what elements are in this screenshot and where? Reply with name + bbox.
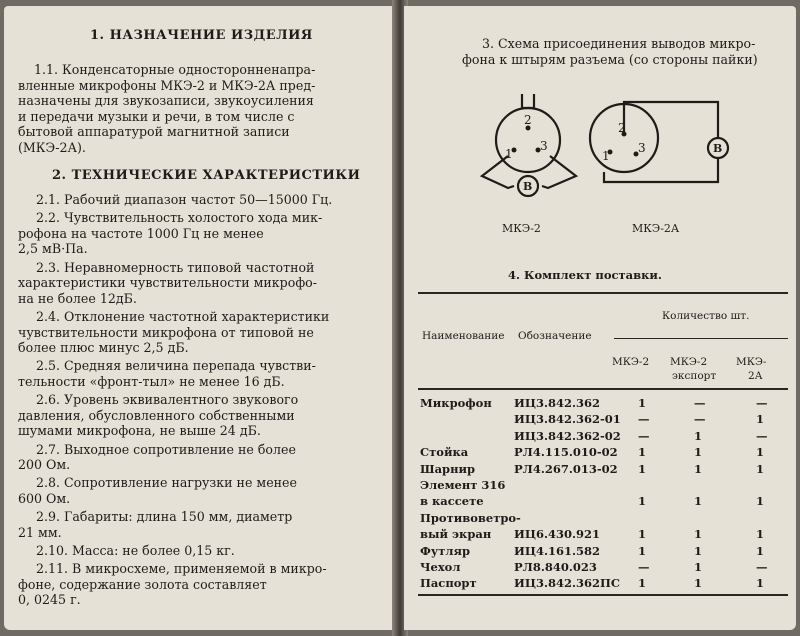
table-cell-q3: 1 (756, 527, 765, 542)
section2-line: 2.6. Уровень эквивалентного звукового (36, 392, 299, 408)
diagram2-label: МКЭ-2А (632, 222, 680, 235)
connector-key-mke2 (522, 94, 534, 108)
table-cell-q2: 1 (694, 494, 703, 509)
section2-line: 2.2. Чувствительность холостого хода мик- (36, 210, 323, 226)
section1-line: 1.1. Конденсаторные односторонненапра- (34, 62, 316, 77)
section2-line: шумами микрофона, не выше 24 дБ. (18, 423, 261, 439)
col-designation-header: Обозначение (518, 330, 592, 342)
table-cell-designation: ИЦ6.430.921 (514, 527, 600, 542)
table-cell-name: Шарнир (420, 461, 476, 476)
table-cell-name: Паспорт (420, 576, 477, 591)
table-cell-designation: РЛ4.267.013-02 (514, 461, 618, 476)
table-cell-q3: 1 (756, 494, 765, 509)
table-cell-name: Футляр (420, 543, 471, 558)
table-cell-q2: 1 (694, 527, 703, 542)
table-cell-designation: ИЦ3.842.362 (514, 396, 600, 410)
pin-1-mke2a: 1 (602, 149, 610, 163)
table-cell-q1: 1 (638, 445, 647, 460)
pin-3-mke2a: 3 (638, 141, 646, 155)
connection-diagrams (404, 72, 796, 252)
section2-line: 2.4. Отклонение частотной характеристики (36, 309, 330, 324)
section3-line-2: фона к штырям разъема (со стороны пайки) (462, 52, 758, 67)
table-cell-q3: — (756, 396, 768, 410)
table-cell-q1: 1 (638, 396, 647, 410)
quantity-header-rule (614, 338, 788, 339)
section1-line: бытовой аппаратурой магнитной записи (18, 124, 290, 140)
section4-heading: 4. Комплект поставки. (508, 268, 662, 282)
table-cell-q1: — (638, 412, 650, 427)
section2-line: на не более 12дБ. (18, 290, 137, 306)
section2-line: 200 Ом. (18, 457, 71, 473)
table-cell-name: в кассете (420, 494, 484, 509)
section2-line: чувствительности микрофона от типовой не (18, 324, 314, 340)
section1-line: вленные микрофоны МКЭ-2 и МКЭ-2А пред- (18, 77, 316, 93)
section2-line: 0, 0245 г. (18, 592, 81, 608)
col-q3-header-2: 2А (748, 370, 763, 382)
section2-line: 2.3. Неравномерность типовой частотной (36, 259, 315, 275)
section1-line: назначены для звукозаписи, звукоусиления (18, 93, 314, 109)
pin-3-mke2: 3 (540, 139, 548, 153)
section2-line: 2.5. Средняя величина перепада чувстви- (36, 358, 316, 374)
table-cell-name: Противоветро- (420, 510, 521, 525)
table-cell-q2: 1 (694, 560, 703, 574)
table-cell-q1: — (638, 560, 650, 574)
table-cell-q3: — (756, 560, 768, 574)
table-cell-q3: 1 (756, 412, 765, 427)
section1-line: и передачи музыки и речи, в том числе с (18, 108, 295, 124)
section1-line: (МКЭ-2А). (18, 140, 86, 155)
table-cell-q2: 1 (694, 461, 703, 476)
table-cell-name: вый экран (420, 527, 492, 542)
section2-line: давления, обусловленного собственными (18, 407, 295, 423)
table-cell-name: Микрофон (420, 396, 492, 410)
section2-line: 2.9. Габариты: длина 150 мм, диаметр (36, 509, 293, 525)
table-cell-q1: 1 (638, 461, 647, 476)
section2-line: фоне, содержание золота составляет (18, 576, 267, 592)
section2-line: 2.10. Масса: не более 0,15 кг. (36, 543, 235, 558)
section2-line: характеристики чувствительности микрофо- (18, 275, 318, 291)
meter-label-mke2a: В (713, 142, 723, 155)
table-cell-designation: ИЦ4.161.582 (514, 543, 600, 558)
section3-line-1: 3. Схема присоединения выводов микро- (482, 36, 756, 51)
table-cell-q1: — (638, 428, 650, 443)
table-cell-q1: 1 (638, 576, 647, 591)
pin-2-mke2a: 2 (618, 121, 626, 135)
table-cell-q1: 1 (638, 543, 647, 558)
table-cell-name: Стойка (420, 445, 469, 460)
section1-heading: 1. НАЗНАЧЕНИЕ ИЗДЕЛИЯ (90, 28, 313, 43)
section2-line: тельности «фронт-тыл» не менее 16 дБ. (18, 374, 285, 389)
wire-loop-mke2a (604, 102, 718, 182)
table-cell-q2: 1 (694, 543, 703, 558)
col-q2-header-1: МКЭ-2 (670, 356, 708, 368)
col-name-header: Наименование (422, 330, 505, 342)
table-cell-q2: 1 (694, 576, 703, 591)
table-cell-q3: 1 (756, 543, 765, 558)
section2-line: 600 Ом. (18, 491, 71, 506)
table-cell-q2: — (694, 412, 706, 427)
section2-line: рофона на частоте 1000 Гц не менее (18, 225, 264, 241)
section2-line: 2.8. Сопротивление нагрузки не менее (36, 475, 297, 491)
right-page (404, 6, 796, 630)
table-cell-designation: ИЦ3.842.362-02 (514, 428, 621, 443)
table-cell-q1: 1 (638, 494, 647, 509)
table-cell-designation: РЛ4.115.010-02 (514, 445, 618, 460)
left-page (4, 6, 396, 630)
col-q2-header-2: экспорт (672, 370, 717, 382)
table-cell-name: Элемент 316 (420, 478, 506, 492)
table-cell-q2: 1 (694, 428, 703, 443)
table-cell-q2: 1 (694, 445, 703, 460)
meter-label-mke2: В (523, 180, 533, 193)
table-cell-designation: ИЦ3.842.362ПС (514, 576, 621, 591)
section2-line: 2.1. Рабочий диапазон частот 50—15000 Гц. (36, 192, 333, 207)
table-cell-q2: — (694, 396, 706, 410)
table-cell-designation: ИЦ3.842.362-01 (514, 412, 621, 427)
pin-2-mke2: 2 (524, 113, 532, 127)
table-cell-q3: 1 (756, 576, 765, 591)
section2-line: более плюс минус 2,5 дБ. (18, 340, 189, 356)
table-cell-q3: — (756, 428, 768, 443)
table-cell-name: Чехол (420, 560, 461, 574)
col-q3-header-1: МКЭ- (736, 356, 767, 368)
diagram1-label: МКЭ-2 (502, 222, 541, 235)
section2-heading: 2. ТЕХНИЧЕСКИЕ ХАРАКТЕРИСТИКИ (52, 168, 361, 183)
col-q1-header: МКЭ-2 (612, 356, 650, 368)
pin-1-mke2: 1 (505, 147, 513, 161)
section2-line: 2.7. Выходное сопротивление не более (36, 441, 296, 457)
table-cell-designation: РЛ8.840.023 (514, 560, 597, 574)
table-cell-q1: 1 (638, 527, 647, 542)
table-cell-q3: 1 (756, 445, 765, 460)
section2-line: 2,5 мВ·Па. (18, 241, 88, 257)
table-cell-q3: 1 (756, 461, 765, 476)
table-top-rule (418, 292, 788, 294)
section2-line: 21 мм. (18, 524, 62, 540)
wire-right-mke2 (542, 156, 576, 188)
quantity-header: Количество шт. (662, 310, 750, 322)
table-header-rule (418, 388, 788, 390)
table-bottom-rule (418, 594, 788, 596)
section2-line: 2.11. В микросхеме, применяемой в микро- (36, 561, 327, 577)
